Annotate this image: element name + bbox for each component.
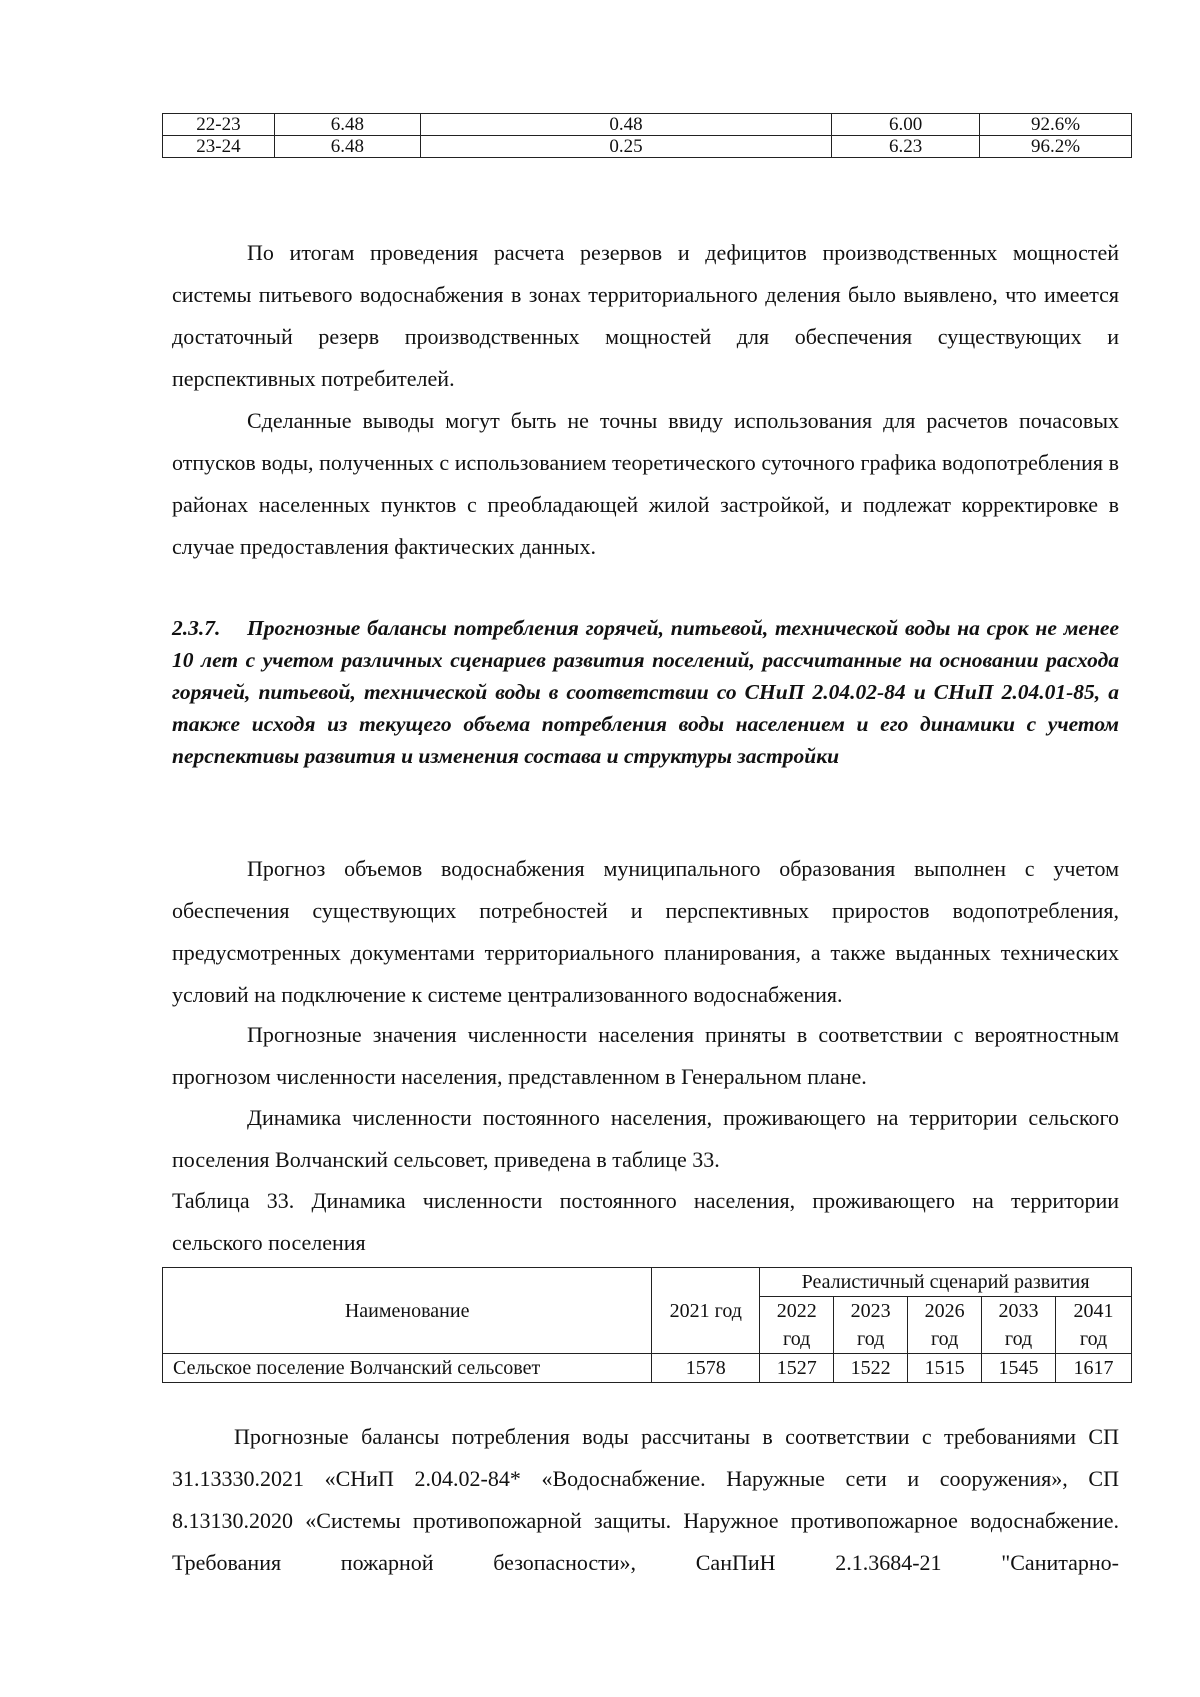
header-year: 2041 [1056,1297,1132,1326]
header-year-unit: год [834,1325,908,1354]
header-year: 2022 [760,1297,834,1326]
header-year-unit: год [760,1325,834,1354]
paragraph-text: Прогноз объемов водоснабжения муниципального образования выполнен с учетом обеспечения существующих потребностей и перспективных приростов водопотребления, предусмотренных документами территориального планирования, а также выданных технических условий на подключение к системе централизованного водоснабжения. [172,856,1119,1007]
table-cell: 92.6% [980,114,1132,136]
paragraph-text: Сделанные выводы могут быть не точны ввиду использования для расчетов почасовых отпусков воды, полученных с использованием теоретического суточного графика водопотребления в районах населенных пунктов с преобладающей жилой застройкой, и подлежат корректировке в случае предоставления фактических данных. [172,408,1119,559]
reserve-table-continuation [162,113,1132,158]
header-year-unit: год [1056,1325,1132,1354]
table-cell: 6.48 [274,114,420,136]
table-row [163,1354,1132,1383]
header-year-unit: год [908,1325,982,1354]
header-base-year: 2021 год [652,1268,760,1354]
row-value: 1617 [1056,1354,1132,1383]
row-value: 1545 [982,1354,1056,1383]
paragraph-text: Динамика численности постоянного населения, проживающего на территории сельского поселения Волчанский сельсовет, приведена в таблице 33. [172,1105,1119,1172]
table-cell: 23-24 [163,136,275,158]
row-base-value: 1578 [652,1354,760,1383]
paragraph-reserve-conclusion [172,232,1119,400]
row-value: 1522 [834,1354,908,1383]
table-cell: 6.00 [832,114,980,136]
header-year: 2023 [834,1297,908,1326]
paragraph-accuracy-note [172,400,1119,568]
table-row [163,114,1132,136]
table-cell: 22-23 [163,114,275,136]
table-header-row [163,1268,1132,1297]
paragraph-text: Прогнозные значения численности населения приняты в соответствии с вероятностным прогнозом численности населения, представленном в Генеральном плане. [172,1022,1119,1089]
paragraph-population-forecast [172,1014,1119,1098]
paragraph-text: По итогам проведения расчета резервов и дефицитов производственных мощностей системы питьевого водоснабжения в зонах территориального деления было выявлено, что имеется достаточный резерв производственных мощностей для обеспечения существующих и перспективных потребителей. [172,240,1119,391]
paragraph-forecast-volumes [172,848,1119,1016]
paragraph-balance-requirements [172,1416,1119,1584]
table-caption: Таблица 33. Динамика численности постоянного населения, проживающего на территории сельского поселения [172,1188,1119,1255]
header-year: 2026 [908,1297,982,1326]
table-cell: 6.23 [832,136,980,158]
row-name: Сельское поселение Волчанский сельсовет [163,1354,652,1383]
table-cell: 96.2% [980,136,1132,158]
section-heading [172,612,1119,772]
header-year-unit: год [982,1325,1056,1354]
table-cell: 6.48 [274,136,420,158]
row-value: 1527 [760,1354,834,1383]
section-number: 2.3.7. [172,616,221,640]
header-name: Наименование [163,1268,652,1354]
row-value: 1515 [908,1354,982,1383]
header-scenario: Реалистичный сценарий развития [760,1268,1132,1297]
population-table [162,1267,1132,1383]
table-cell: 0.48 [420,114,832,136]
header-year: 2033 [982,1297,1056,1326]
paragraph-text: Прогнозные балансы потребления воды рассчитаны в соответствии с требованиями СП 31.13330.2021 «СНиП 2.04.02-84* «Водоснабжение. Наружные сети и сооружения», СП 8.13130.2020 «Системы противопожарной защиты. Наружное противопожарное водоснабжение. Требования пожарной безопасности», СанПиН 2.1.3684-21 "Санитарно- [172,1424,1119,1575]
paragraph-population-dynamics [172,1097,1119,1181]
table-cell: 0.25 [420,136,832,158]
table-row [163,136,1132,158]
section-title: Прогнозные балансы потребления горячей, питьевой, технической воды на срок не менее 10 лет с учетом различных сценариев развития поселений, рассчитанные на основании расхода горячей, питьевой, технической воды в соответствии со СНиП 2.04.02-84 и СНиП 2.04.01-85, а также исходя из текущего объема потребления воды населением и его динамики с учетом перспективы развития и изменения состава и структуры застройки [172,616,1119,768]
